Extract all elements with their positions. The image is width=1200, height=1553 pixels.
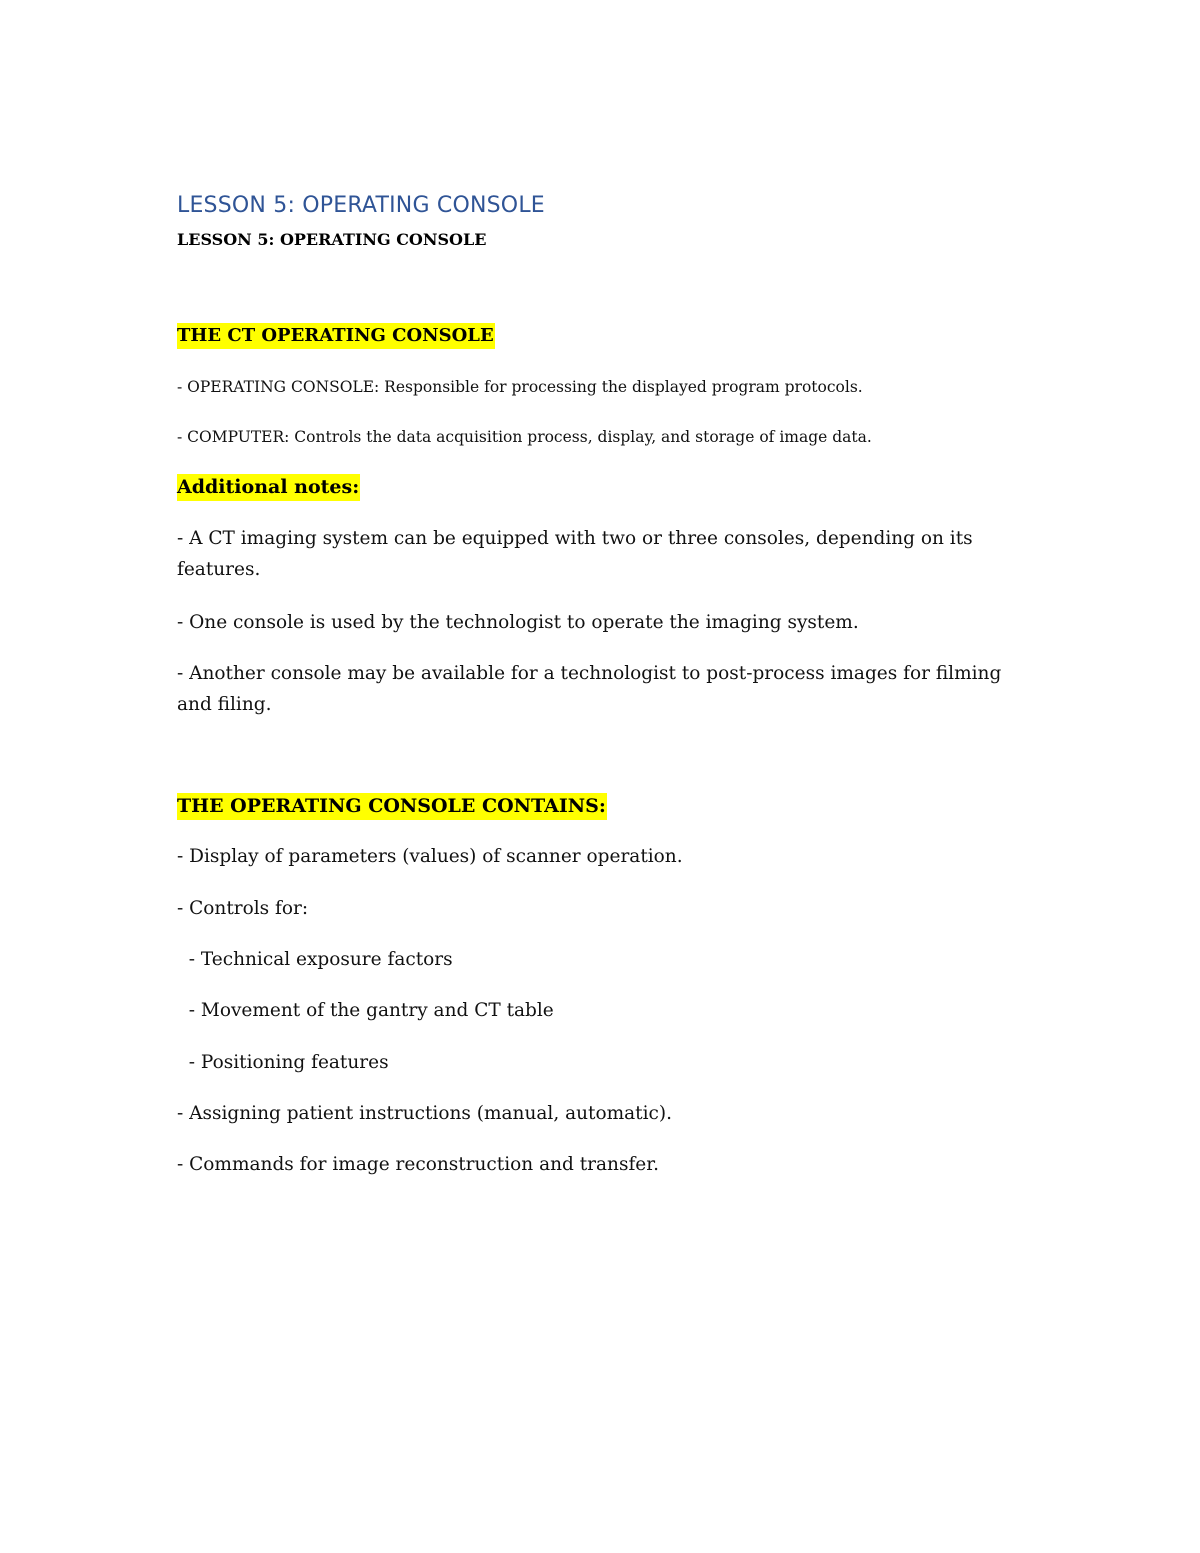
list-item: - One console is used by the technologist to operate the imaging system. [177,612,859,633]
highlighted-heading: Additional notes: [177,474,360,501]
list-item: - Assigning patient instructions (manual, automatic). [177,1103,672,1124]
sub-list-item: - Positioning features [177,1052,389,1073]
highlighted-heading: THE CT OPERATING CONSOLE [177,323,495,349]
section-heading-additional-notes [177,478,360,497]
list-item: - A CT imaging system can be equipped with two or three consoles, depending on its features. [177,528,973,580]
list-item: - Commands for image reconstruction and transfer. [177,1154,659,1175]
section-heading-ct-operating-console [177,327,495,345]
list-item: - Controls for: [177,898,309,919]
list-item: - COMPUTER: Controls the data acquisition process, display, and storage of image data. [177,428,872,446]
document-subtitle: LESSON 5: OPERATING CONSOLE [177,230,487,249]
sub-list-item: - Technical exposure factors [177,949,453,970]
list-item: - OPERATING CONSOLE: Responsible for processing the displayed program protocols. [177,378,863,396]
section-heading-console-contains [177,797,607,816]
list-item: - Display of parameters (values) of scanner operation. [177,846,683,867]
document-title: LESSON 5: OPERATING CONSOLE [177,193,545,218]
list-item: - Another console may be available for a technologist to post-process images for filming and filing. [177,663,1002,715]
sub-list-item: - Movement of the gantry and CT table [177,1000,554,1021]
highlighted-heading: THE OPERATING CONSOLE CONTAINS: [177,793,607,820]
